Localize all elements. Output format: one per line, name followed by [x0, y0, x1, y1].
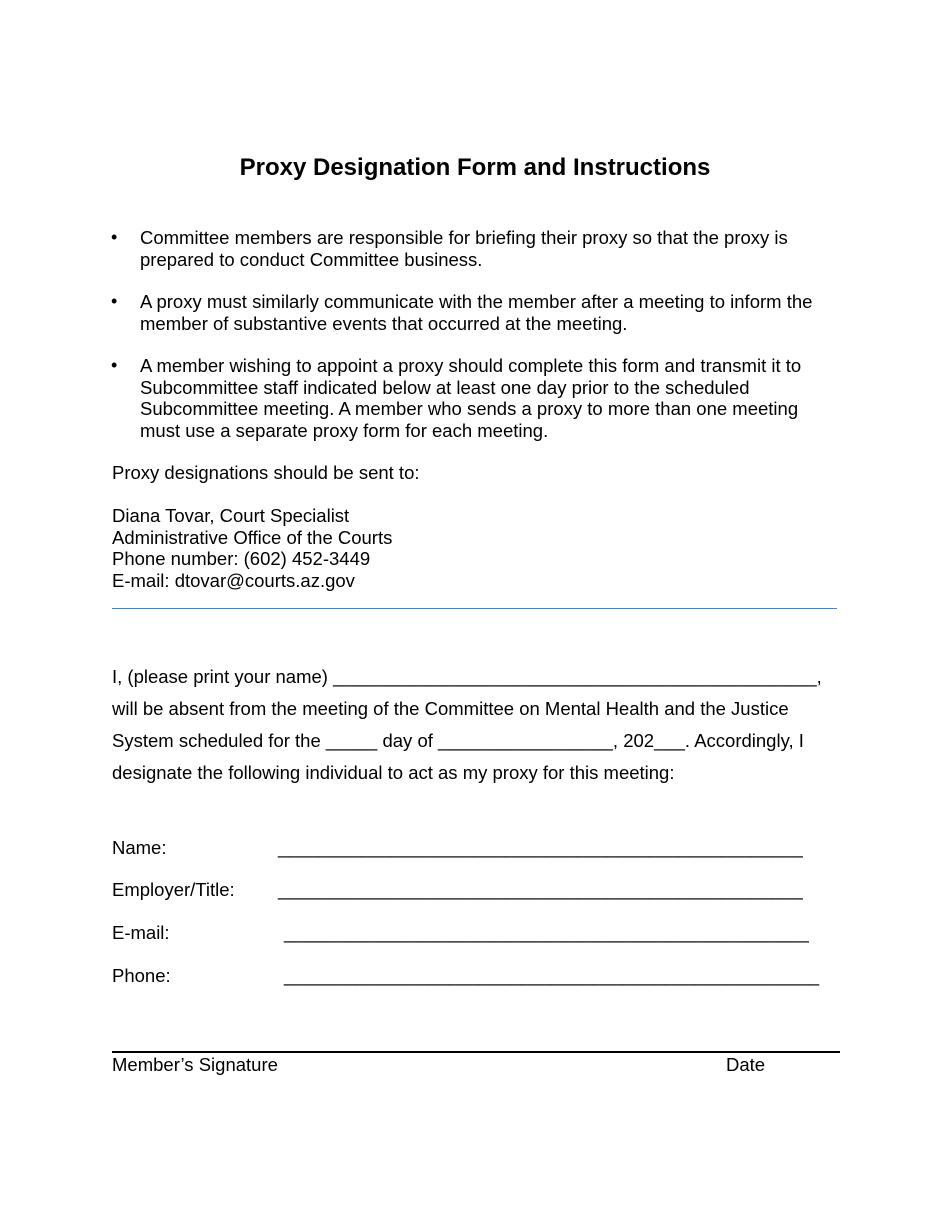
statement-line-4: designate the following individual to act as my proxy for this meeting: [112, 762, 675, 783]
bullet-marker: • [111, 291, 118, 311]
email-field[interactable]: ___________________________________________________ [284, 922, 809, 943]
signature-line[interactable] [112, 1051, 840, 1053]
bullet-marker: • [111, 227, 118, 247]
bullet-line: member of substantive events that occurred at the meeting. [140, 312, 628, 334]
bullet-item-1 [140, 227, 788, 270]
bullet-marker: • [111, 355, 118, 375]
contact-email: E-mail: dtovar@courts.az.gov [112, 569, 355, 591]
statement-line-2: will be absent from the meeting of the Committee on Mental Health and the Justice [112, 698, 789, 719]
bullet-line: A proxy must similarly communicate with the member after a meeting to inform the [140, 291, 813, 312]
bullet-line: Subcommittee staff indicated below at least one day prior to the scheduled [140, 376, 750, 398]
bullet-line: prepared to conduct Committee business. [140, 248, 483, 270]
page-title: Proxy Designation Form and Instructions [239, 154, 711, 181]
date-label: Date [726, 1054, 766, 1075]
bullet-line: Committee members are responsible for briefing their proxy so that the proxy is [140, 227, 788, 248]
send-to-label: Proxy designations should be sent to: [112, 462, 420, 483]
section-divider [112, 608, 837, 609]
contact-office: Administrative Office of the Courts [112, 526, 393, 548]
contact-block [112, 505, 392, 591]
bullet-line: must use a separate proxy form for each meeting. [140, 419, 549, 441]
field-label-name: Name: [112, 837, 167, 858]
statement-line-3[interactable]: System scheduled for the _____ day of _________________, 202___. Accordingly, I [112, 730, 804, 751]
contact-name: Diana Tovar, Court Specialist [112, 505, 350, 526]
name-field[interactable]: ___________________________________________________ [278, 837, 803, 858]
bullet-line: A member wishing to appoint a proxy should complete this form and transmit it to [140, 355, 802, 376]
statement-line-1[interactable]: I, (please print your name) _______________________________________________, [112, 666, 822, 687]
employer-title-field[interactable]: ___________________________________________________ [278, 879, 803, 900]
contact-phone: Phone number: (602) 452-3449 [112, 548, 371, 569]
phone-field[interactable]: ____________________________________________________ [284, 965, 820, 986]
bullet-item-3 [140, 355, 801, 441]
member-signature-label: Member’s Signature [112, 1054, 278, 1075]
field-label-employer: Employer/Title: [112, 879, 235, 900]
field-label-phone: Phone: [112, 965, 171, 986]
field-label-email: E-mail: [112, 922, 170, 943]
bullet-line: Subcommittee meeting. A member who sends a proxy to more than one meeting [140, 398, 799, 419]
bullet-item-2 [140, 291, 812, 334]
